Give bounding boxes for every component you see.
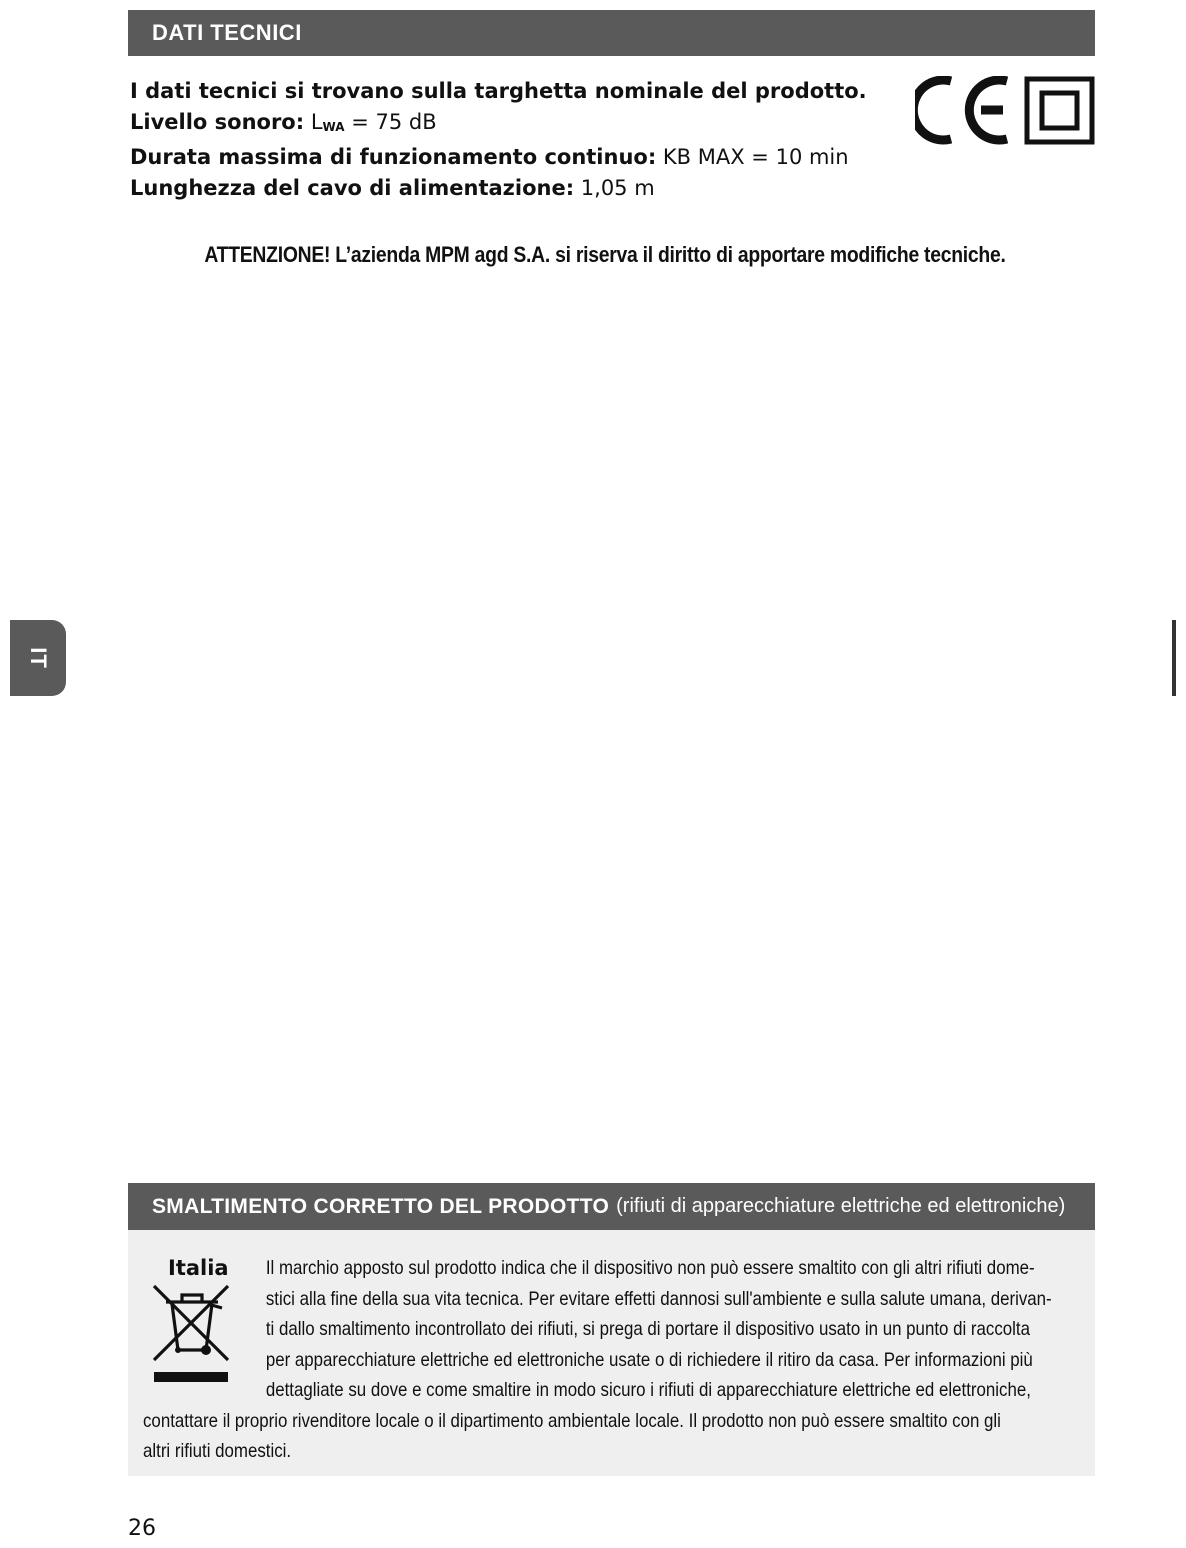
sound-level-value: = 75 dB [344, 109, 437, 134]
country-label: Italia [168, 1256, 229, 1280]
language-tab-label: IT [26, 647, 51, 669]
disposal-header [128, 1183, 1095, 1230]
disposal-line: dettagliate su dove e come smaltire in modo sicuro i rifiuti di apparecchiature elettriche ed elettroniche, [265, 1379, 1031, 1401]
sound-level-label: Livello sonoro: [130, 109, 305, 134]
disposal-line: per apparecchiature elettriche ed elettroniche usate o di richiedere il ritiro da casa. Per informazioni più [265, 1348, 1033, 1371]
page-number: 26 [128, 1516, 156, 1541]
section-header [128, 10, 1095, 56]
cable-value: 1,05 m [574, 175, 655, 200]
language-tab [10, 620, 66, 696]
section-title: DATI TECNICI [152, 20, 302, 45]
cable-label: Lunghezza del cavo di alimentazione: [130, 175, 575, 200]
double-insulation-icon [1027, 79, 1092, 142]
disposal-subtitle: (rifiuti di apparecchiature elettriche ed elettroniche) [616, 1195, 1066, 1217]
sound-level-subscript: WA [322, 119, 345, 134]
disposal-line: contattare il proprio rivenditore locale o il dipartimento ambientale locale. Il prodotto non può essere smaltito con gli [143, 1409, 1001, 1432]
warning-notice: ATTENZIONE! L’azienda MPM agd S.A. si riserva il diritto di apportare modifiche tecniche. [204, 242, 1006, 267]
cable-row [130, 173, 890, 204]
specs-intro: I dati tecnici si trovano sulla targhetta nominale del prodotto. [130, 79, 867, 103]
disposal-line: altri rifiuti domestici. [143, 1440, 292, 1462]
certification-marks [915, 76, 1095, 146]
duration-value: KB MAX = 10 min [656, 145, 849, 169]
disposal-line: stici alla fine della sua vita tecnica. Per evitare effetti dannosi sull'ambiente e sulla salute umana, derivan- [265, 1287, 1052, 1310]
tech-specs [130, 76, 890, 203]
disposal-title: SMALTIMENTO CORRETTO DEL PRODOTTO [152, 1194, 610, 1218]
disposal-line: Il marchio apposto sul prodotto indica che il dispositivo non può essere smaltito con gli altri rifiuti dome- [265, 1257, 1035, 1279]
page-edge-marker [1172, 620, 1176, 696]
sound-level-symbol: L [310, 109, 323, 134]
duration-label: Durata massima di funzionamento continuo: [130, 145, 657, 169]
ce-mark-icon [915, 80, 1007, 140]
sound-level-row [130, 107, 890, 143]
disposal-text [143, 1253, 1077, 1467]
duration-row [130, 142, 890, 173]
disposal-line: ti dallo smaltimento incontrollato dei rifiuti, si prega di portare il dispositivo usato in un punto di raccolta [265, 1318, 1030, 1340]
